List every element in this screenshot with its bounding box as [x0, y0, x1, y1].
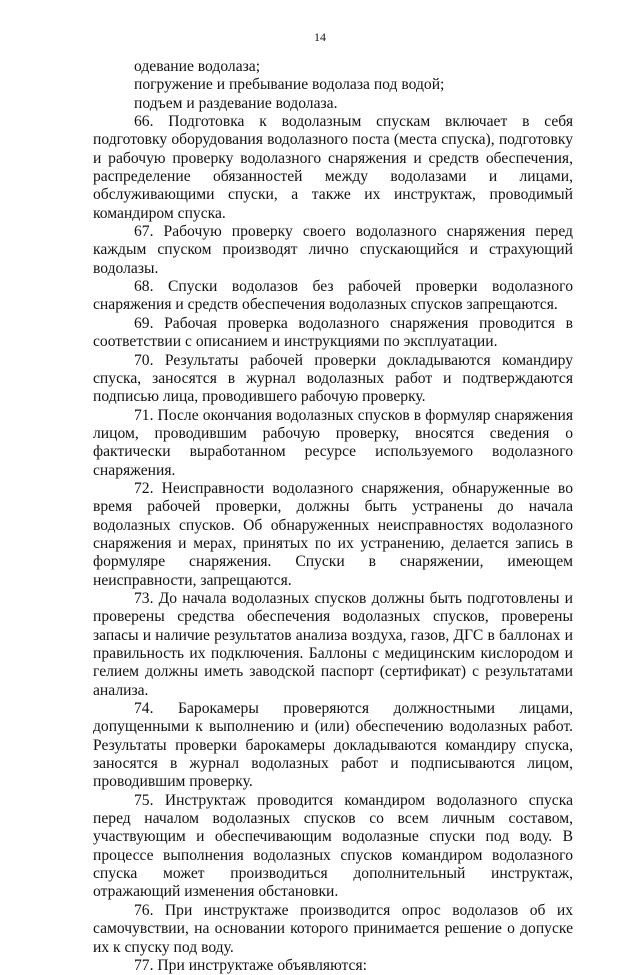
paragraph-67: 67. Рабочую проверку своего водолазного снаряжения перед каждым спуском производят лично спускающийся и страхующий водолазы. [93, 223, 573, 277]
paragraph-77: 77. При инструктаже объявляются: [134, 956, 367, 974]
paragraph-68: 68. Спуски водолазов без рабочей проверки водолазного снаряжения и средств обеспечения водолазных спусков запрещаются. [93, 278, 573, 314]
paragraph-75: 75. Инструктаж проводится командиром водолазного спуска перед началом водолазных спусков со всем личным составом, участвующим и обеспечивающим водолазные спуски под воду. В процессе выполнения водолазных спусков командиром водолазного спуска может производиться дополнительный инструктаж, отражающий изменения обстановки. [93, 791, 573, 901]
paragraph-73: 73. До начала водолазных спусков должны быть подготовлены и проверены средства обеспечения водолазных спусков, проверены запасы и наличие результатов анализа воздуха, газов, ДГС в баллонах и правильность их подключения. Баллоны с медицинским кислородом и гелием должны иметь заводской паспорт (сертификат) с результатами анализа. [93, 589, 573, 699]
paragraph-71: 71. После окончания водолазных спусков в формуляр снаряжения лицом, проводившим рабочую проверку, вносятся сведения о фактически выработанном ресурсе используемого водолазного снаряжения. [93, 406, 573, 479]
list-item: одевание водолаза; [134, 58, 261, 75]
paragraph-66: 66. Подготовка к водолазным спускам включает в себя подготовку оборудования водолазного поста (места спуска), подготовку и рабочую проверку водолазного снаряжения и средств обеспечения, распределение обязанностей между водолазами и лицами, обслуживающими спуски, а также их инструктаж, проводимый командиром спуска. [93, 113, 573, 222]
paragraph-74: 74. Барокамеры проверяются должностными лицами, допущенными к выполнению и (или) обеспечению водолазных работ. Результаты проверки барокамеры докладываются командиру спуска, заносятся в журнал водолазных работ и подписываются лицом, проводившим проверку. [93, 700, 573, 791]
paragraph-70: 70. Результаты рабочей проверки докладываются командиру спуска, заносятся в журнал водолазных работ и подтверждаются подписью лица, проводившего рабочую проверку. [93, 351, 573, 406]
paragraph-76: 76. При инструктаже производится опрос водолазов об их самочувствии, на основании которого принимается решение о допуске их к спуску под воду. [93, 901, 573, 956]
list-item: погружение и пребывание водолаза под водой; [134, 76, 445, 94]
paragraph-72: 72. Неисправности водолазного снаряжения, обнаруженные во время рабочей проверки, должны быть устранены до начала водолазных спусков. Об обнаруженных неисправностях водолазного снаряжения и мерах, принятых по их устранению, делается запись в формуляре снаряжения. Спуски в снаряжении, имеющем неисправности, запрещаются. [93, 479, 573, 589]
page-number: 14 [314, 30, 326, 44]
paragraph-69: 69. Рабочая проверка водолазного снаряжения проводится в соответствии с описанием и инструкциями по эксплуатации. [93, 314, 573, 351]
list-item: подъем и раздевание водолаза. [134, 94, 338, 112]
document-body [93, 58, 573, 975]
